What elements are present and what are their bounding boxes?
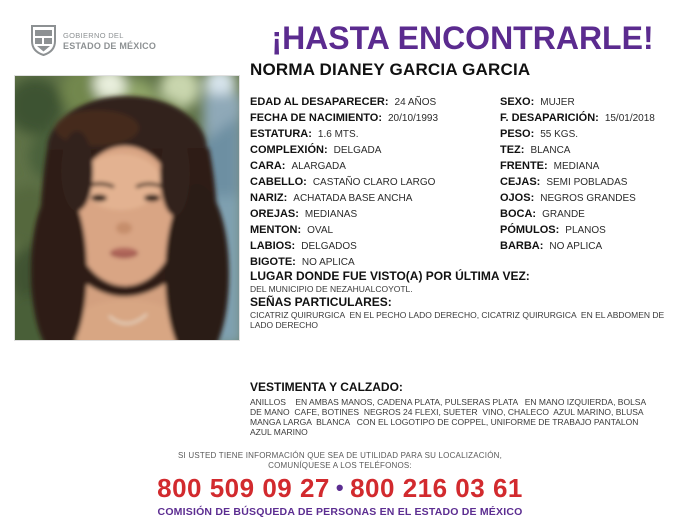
field-label: BARBA:	[500, 240, 544, 252]
field-label: CABELLO:	[250, 176, 307, 188]
logo-line1: GOBIERNO DEL	[63, 30, 124, 40]
missing-person-photo	[15, 76, 239, 340]
field-value: MUJER	[540, 97, 575, 108]
field-row	[500, 128, 672, 144]
field-value: NO APLICA	[549, 241, 603, 252]
field-label: SEXO:	[500, 96, 535, 108]
fields-column-right	[500, 96, 672, 256]
field-label: EDAD AL DESAPARECER:	[250, 96, 389, 108]
field-value: CASTAÑO CLARO LARGO	[312, 177, 436, 188]
field-row	[250, 224, 500, 240]
state-shield-icon	[30, 25, 57, 56]
field-value: GRANDE	[542, 209, 585, 220]
marks-label: SEÑAS PARTICULARES:	[250, 295, 392, 309]
field-row	[250, 176, 500, 192]
estado-de-mexico-logo	[30, 25, 156, 56]
field-label: CARA:	[250, 160, 286, 172]
field-row	[500, 208, 672, 224]
field-value: 55 KGS.	[540, 129, 579, 140]
phone-separator-dot: •	[335, 475, 345, 500]
field-row	[250, 144, 500, 160]
poster-title: ¡HASTA ENCONTRARLE!	[271, 20, 654, 56]
field-label: MENTON:	[250, 224, 302, 236]
field-value: 24 AÑOS	[394, 97, 437, 108]
field-value: 1.6 MTS.	[317, 129, 359, 140]
field-row	[250, 240, 500, 256]
field-row	[250, 192, 500, 208]
contact-info-line1: SI USTED TIENE INFORMACIÓN QUE SEA DE UTILIDAD PARA SU LOCALIZACIÓN,	[177, 451, 503, 460]
clothing-label: VESTIMENTA Y CALZADO:	[250, 380, 403, 394]
marks-section	[250, 295, 670, 330]
field-value: 15/01/2018	[604, 113, 655, 124]
last-seen-label: LUGAR DONDE FUE VISTO(A) POR ÚLTIMA VEZ:	[250, 269, 530, 283]
logo-line2: ESTADO DE MÉXICO	[63, 40, 157, 51]
field-label: BOCA:	[500, 208, 537, 220]
field-row	[500, 160, 672, 176]
clothing-value: ANILLOS EN AMBAS MANOS, CADENA PLATA, PULSERAS PLATA EN MANO IZQUIERDA, BOLSA DE MANO CAFE, BOTINES NEGROS 24 FLEXI, SUETER VINO, CHALECO AZUL MARINO, BLUSA MANGA LARGA BLANCA CON EL LOGOTIPO DE COPPEL, UNIFORME DE TRABAJO PANTALON AZUL MARINO	[250, 397, 649, 437]
search-commission-name: COMISIÓN DE BÚSQUEDA DE PERSONAS EN EL ESTADO DE MÉXICO	[157, 506, 523, 518]
portrait-illustration	[15, 76, 239, 340]
field-row	[500, 224, 672, 240]
fields-column-left	[250, 96, 500, 272]
field-label: LABIOS:	[250, 240, 296, 252]
field-value: DELGADA	[333, 145, 382, 156]
field-label: OREJAS:	[250, 208, 299, 220]
field-value: MEDIANA	[553, 161, 600, 172]
field-row	[500, 112, 672, 128]
contact-info-line2: COMUNÍQUESE A LOS TELÉFONOS:	[268, 460, 412, 470]
field-value: NEGROS GRANDES	[540, 193, 636, 204]
marks-value: CICATRIZ QUIRURGICA EN EL PECHO LADO DERECHO, CICATRIZ QUIRURGICA EN EL ABDOMEN DE LADO DERECHO	[250, 310, 667, 330]
field-label: CEJAS:	[500, 176, 541, 188]
field-row	[500, 176, 672, 192]
clothing-section	[250, 380, 648, 437]
field-row	[500, 144, 672, 160]
logo-text	[63, 31, 156, 51]
field-label: PÓMULOS:	[500, 224, 560, 236]
field-label: FECHA DE NACIMIENTO:	[250, 112, 382, 124]
field-row	[250, 160, 500, 176]
field-value: DELGADOS	[301, 241, 357, 252]
field-label: BIGOTE:	[250, 256, 296, 268]
contact-block	[0, 451, 680, 518]
field-row	[250, 112, 500, 128]
field-label: PESO:	[500, 128, 535, 140]
field-label: COMPLEXIÓN:	[250, 144, 328, 156]
field-value: ALARGADA	[291, 161, 346, 172]
last-seen-section	[250, 269, 670, 294]
field-label: ESTATURA:	[250, 128, 312, 140]
field-value: PLANOS	[565, 225, 606, 236]
field-value: MEDIANAS	[304, 209, 358, 220]
field-label: F. DESAPARICIÓN:	[500, 112, 599, 124]
last-seen-value: DEL MUNICIPIO DE NEZAHUALCOYOTL.	[250, 284, 413, 294]
field-row	[500, 192, 672, 208]
field-row	[500, 240, 672, 256]
field-label: NARIZ:	[250, 192, 288, 204]
field-row	[250, 128, 500, 144]
field-label: OJOS:	[500, 192, 535, 204]
field-value: BLANCA	[530, 145, 571, 156]
field-value: SEMI POBLADAS	[546, 177, 628, 188]
field-row	[500, 96, 672, 112]
field-row	[250, 208, 500, 224]
field-value: NO APLICA	[301, 257, 355, 268]
field-value: OVAL	[307, 225, 334, 236]
field-row	[250, 96, 500, 112]
field-label: TEZ:	[500, 144, 525, 156]
field-value: ACHATADA BASE ANCHA	[293, 193, 413, 204]
phone-number-1: 800 509 09 27	[157, 473, 330, 503]
field-value: 20/10/1993	[388, 113, 439, 124]
phone-numbers	[0, 473, 680, 504]
person-name: NORMA DIANEY GARCIA GARCIA	[250, 60, 531, 79]
phone-number-2: 800 216 03 61	[350, 473, 523, 503]
field-label: FRENTE:	[500, 160, 548, 172]
